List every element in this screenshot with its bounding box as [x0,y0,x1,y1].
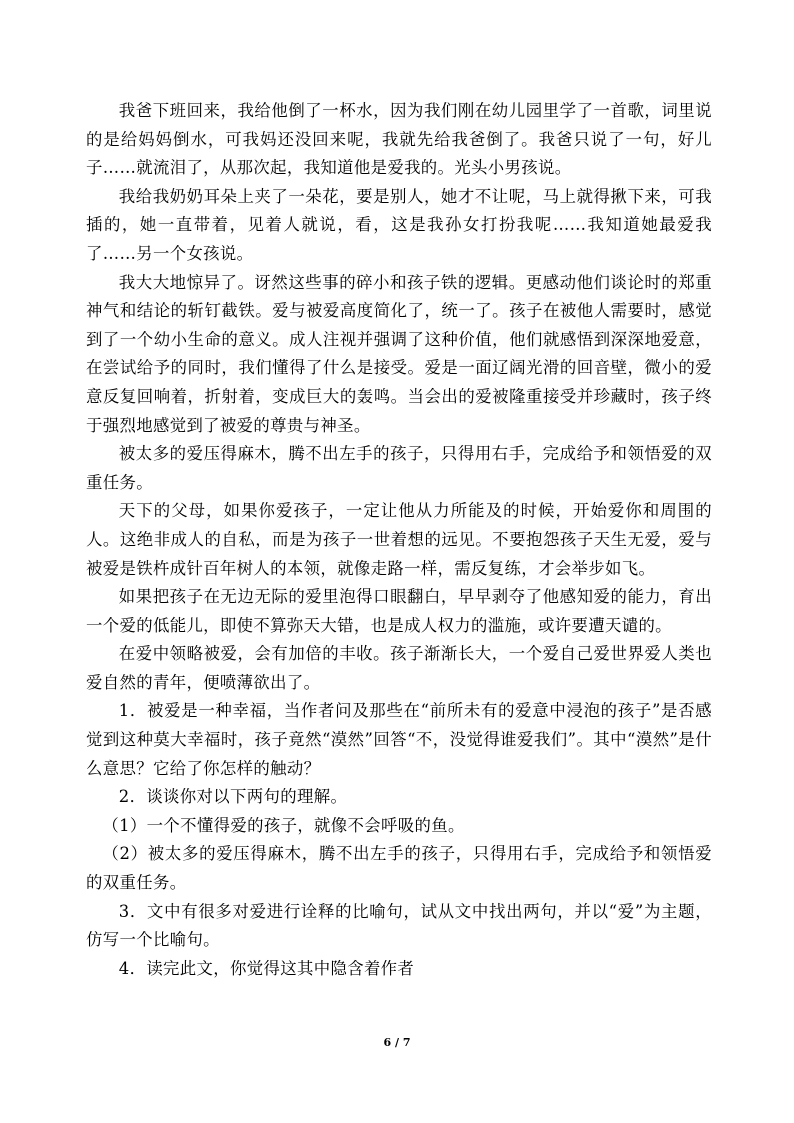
question-3: 3．文中有很多对爱进行诠释的比喻句，试从文中找出两句，并以“爱”为主题，仿写一个比喻句。 [86,901,712,950]
question-1: 1．被爱是一种幸福，当作者问及那些在“前所未有的爱意中浸泡的孩子”是否感觉到这种莫大幸福时，孩子竟然“漠然”回答“不，没觉得谁爱我们”。其中“漠然”是什么意思？它给了你怎样的触动？ [86,701,712,778]
paragraph-girl-story: 我给我奶奶耳朵上夹了一朵花，要是别人，她才不让呢，马上就得揪下来，可我插的，她一直带着，见着人就说，看，这是我孙女打扮我呢……我知道她最爱我了……另一个女孩说。 [86,186,712,263]
paragraph-right-hand: 被太多的爱压得麻木，腾不出左手的孩子，只得用右手，完成给予和领悟爱的双重任务。 [86,444,712,492]
question-2: 2．谈谈你对以下两句的理解。 [118,787,348,807]
paragraph-warning: 如果把孩子在无边无际的爱里泡得口眼翻白，早早剥夺了他感知爱的能力，育出一个爱的低能儿，即使不算弥天大错，也是成人权力的滥施，或许要遭天谴的。 [86,587,712,635]
page-number: 6 / 7 [383,1036,411,1049]
paragraph-conclusion: 在爱中领略被爱，会有加倍的丰收。孩子渐渐长大，一个爱自己爱世界爱人类也爱自然的青年，便喷薄欲出了。 [86,644,712,692]
question-4: 4．读完此文，你觉得这其中隐含着作者 [118,958,415,978]
question-2-item-1: （1）一个不懂得爱的孩子，就像不会呼吸的鱼。 [102,815,465,835]
paragraph-parents-advice: 天下的父母，如果你爱孩子，一定让他从力所能及的时候，开始爱你和周围的人。这绝非成人的自私，而是为孩子一世着想的远见。不要抱怨孩子天生无爱，爱与被爱是铁杵成针百年树人的本领，就像走路一样，需反复练，才会举步如飞。 [86,501,712,578]
document-body [86,97,712,983]
question-2-item-2: （2）被太多的爱压得麻木，腾不出左手的孩子，只得用右手，完成给予和领悟爱的双重任务。 [86,844,712,893]
paragraph-author-reflection: 我大大地惊异了。讶然这些事的碎小和孩子铁的逻辑。更感动他们谈论时的郑重神气和结论的斩钉截铁。爱与被爱高度简化了，统一了。孩子在被他人需要时，感觉到了一个幼小生命的意义。成人注视并强调了这种价值，他们就感悟到深深地爱意，在尝试给予的同时，我们懂得了什么是接受。爱是一面辽阔光滑的回音壁，微小的爱意反复回响着，折射着，变成巨大的轰鸣。当会出的爱被隆重接受并珍藏时，孩子终于强烈地感觉到了被爱的尊贵与神圣。 [86,272,712,435]
paragraph-boy-story: 我爸下班回来，我给他倒了一杯水，因为我们刚在幼儿园里学了一首歌，词里说的是给妈妈倒水，可我妈还没回来呢，我就先给我爸倒了。我爸只说了一句，好儿子……就流泪了，从那次起，我知道他是爱我的。光头小男孩说。 [86,101,712,178]
